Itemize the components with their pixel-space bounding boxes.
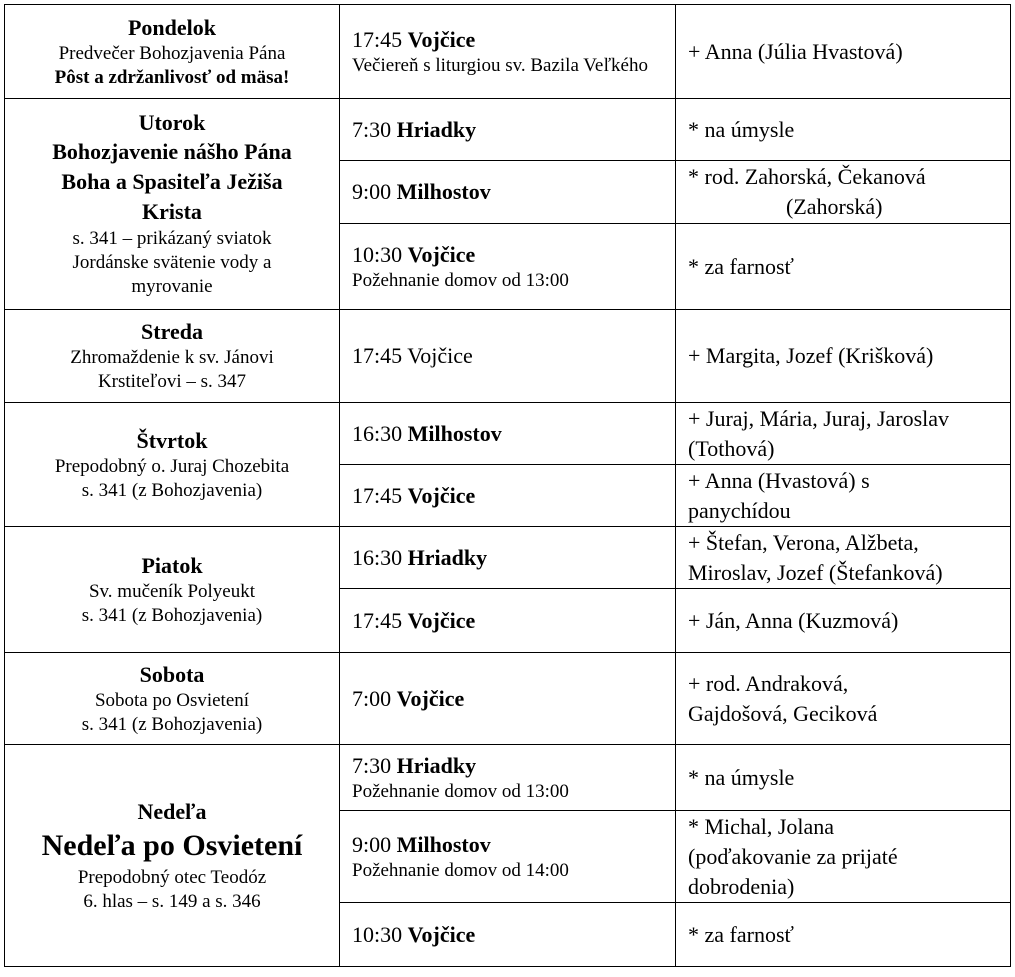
service-cell [340,811,676,903]
day-line: Sv. mučeník Polyeukt [88,580,256,602]
table-row [5,310,1011,403]
table-row [5,527,1011,589]
service-time: 10:30 Vojčice [352,921,476,947]
intention-line: Gajdošová, Geciková [688,700,878,726]
service-cell [340,527,676,589]
service-time: 7:00 Vojčice [352,685,465,711]
intention-line: + Anna (Júlia Hvastová) [688,38,903,64]
day-line: Krstiteľovi – s. 347 [97,371,247,392]
table-row [5,403,1011,465]
intention-line: + rod. Andraková, [688,670,849,696]
day-line: 6. hlas – s. 149 a s. 346 [83,890,261,912]
day-cell-stvrtok [5,403,340,527]
table-row [5,653,1011,745]
feast-line: Bohozjavenie nášho Pána [52,139,292,164]
day-cell-nedela [5,745,340,967]
intention-line: (Zahorská) [786,194,883,219]
day-line: Predvečer Bohozjavenia Pána [58,42,286,64]
intention-cell [676,5,1011,99]
intention-line: + Anna (Hvastová) s [688,467,870,493]
day-name: Streda [141,319,203,344]
intention-cell [676,653,1011,745]
intention-cell [676,403,1011,465]
day-line: Sobota po Osvietení [94,689,250,711]
day-line: myrovanie [131,276,213,297]
day-line: s. 341 (z Bohozjavenia) [81,713,263,735]
intention-line: (Tothová) [688,435,775,461]
service-cell [340,653,676,745]
intention-cell [676,161,1011,224]
intention-line: + Juraj, Mária, Juraj, Jaroslav [688,405,950,431]
feast-line: Krista [142,199,202,224]
intention-cell [676,310,1011,403]
intention-line: dobrodenia) [688,873,795,899]
intention-cell [676,589,1011,653]
intention-line: + Ján, Anna (Kuzmová) [688,607,899,633]
service-note: Večiereň s liturgiou sv. Bazila Veľkého [352,54,648,76]
feast-title: Nedeľa po Osvietení [41,828,303,862]
table-row [5,745,1011,811]
day-line: Jordánske svätenie vody a [72,252,272,273]
service-note: Požehnanie domov od 13:00 [352,780,569,802]
schedule-table [4,4,1011,967]
intention-cell [676,99,1011,161]
day-cell-sobota [5,653,340,745]
day-line: s. 341 – prikázaný sviatok [72,228,272,249]
day-name: Utorok [138,110,206,135]
intention-line: + Margita, Jozef (Krišková) [688,343,934,368]
day-name: Piatok [141,552,203,578]
day-line: s. 341 (z Bohozjavenia) [81,479,263,501]
intention-line: * rod. Zahorská, Čekanová [688,164,926,189]
service-cell [340,903,676,967]
service-cell [340,465,676,527]
intention-line: Miroslav, Jozef (Štefanková) [688,559,943,585]
service-time: 10:30 Vojčice [352,241,476,267]
day-cell-streda [5,310,340,403]
intention-cell [676,811,1011,903]
intention-cell [676,745,1011,811]
service-time: 16:30 Milhostov [352,420,502,446]
day-name: Nedeľa [137,798,207,824]
intention-line: * Michal, Jolana [688,813,835,839]
day-note-bold: Pôst a zdržanlivosť od mäsa! [54,66,290,88]
day-name: Štvrtok [136,427,208,453]
intention-line: panychídou [688,497,791,523]
day-line: s. 341 (z Bohozjavenia) [81,604,263,626]
intention-cell [676,903,1011,967]
day-name: Sobota [139,661,205,687]
service-time: 7:30 Hriadky [352,116,477,142]
intention-cell [676,224,1011,310]
service-note: Požehnanie domov od 13:00 [352,269,569,291]
table-row [5,99,1011,161]
table-row [5,5,1011,99]
service-cell [340,5,676,99]
day-cell-piatok [5,527,340,653]
intention-line: * na úmysle [688,116,795,142]
service-time: 9:00 Milhostov [352,179,491,204]
intention-line: * za farnosť [688,253,794,279]
service-time: 17:45 Vojčice [352,26,476,52]
service-cell [340,99,676,161]
service-cell [340,161,676,224]
day-line: Zhromaždenie k sv. Jánovi [70,347,274,368]
service-time: 17:45 Vojčice [352,343,473,368]
service-time: 7:30 Hriadky [352,752,477,778]
day-name: Pondelok [127,14,217,40]
service-note: Požehnanie domov od 14:00 [352,859,569,881]
service-cell [340,224,676,310]
intention-cell [676,527,1011,589]
day-line: Prepodobný otec Teodóz [77,866,267,888]
service-cell [340,403,676,465]
day-cell-pondelok [5,5,340,99]
intention-cell [676,465,1011,527]
day-line: Prepodobný o. Juraj Chozebita [54,455,290,477]
service-cell [340,589,676,653]
service-cell [340,310,676,403]
day-cell-utorok [5,99,340,310]
service-cell [340,745,676,811]
intention-line: + Štefan, Verona, Alžbeta, [688,529,919,555]
intention-line: * za farnosť [688,921,794,947]
intention-line: * na úmysle [688,764,795,790]
feast-line: Boha a Spasiteľa Ježiša [61,169,283,194]
intention-line: (poďakovanie za prijaté [688,843,898,869]
service-time: 16:30 Hriadky [352,544,488,570]
service-time: 17:45 Vojčice [352,482,476,508]
service-time: 17:45 Vojčice [352,607,476,633]
service-time: 9:00 Milhostov [352,831,491,857]
